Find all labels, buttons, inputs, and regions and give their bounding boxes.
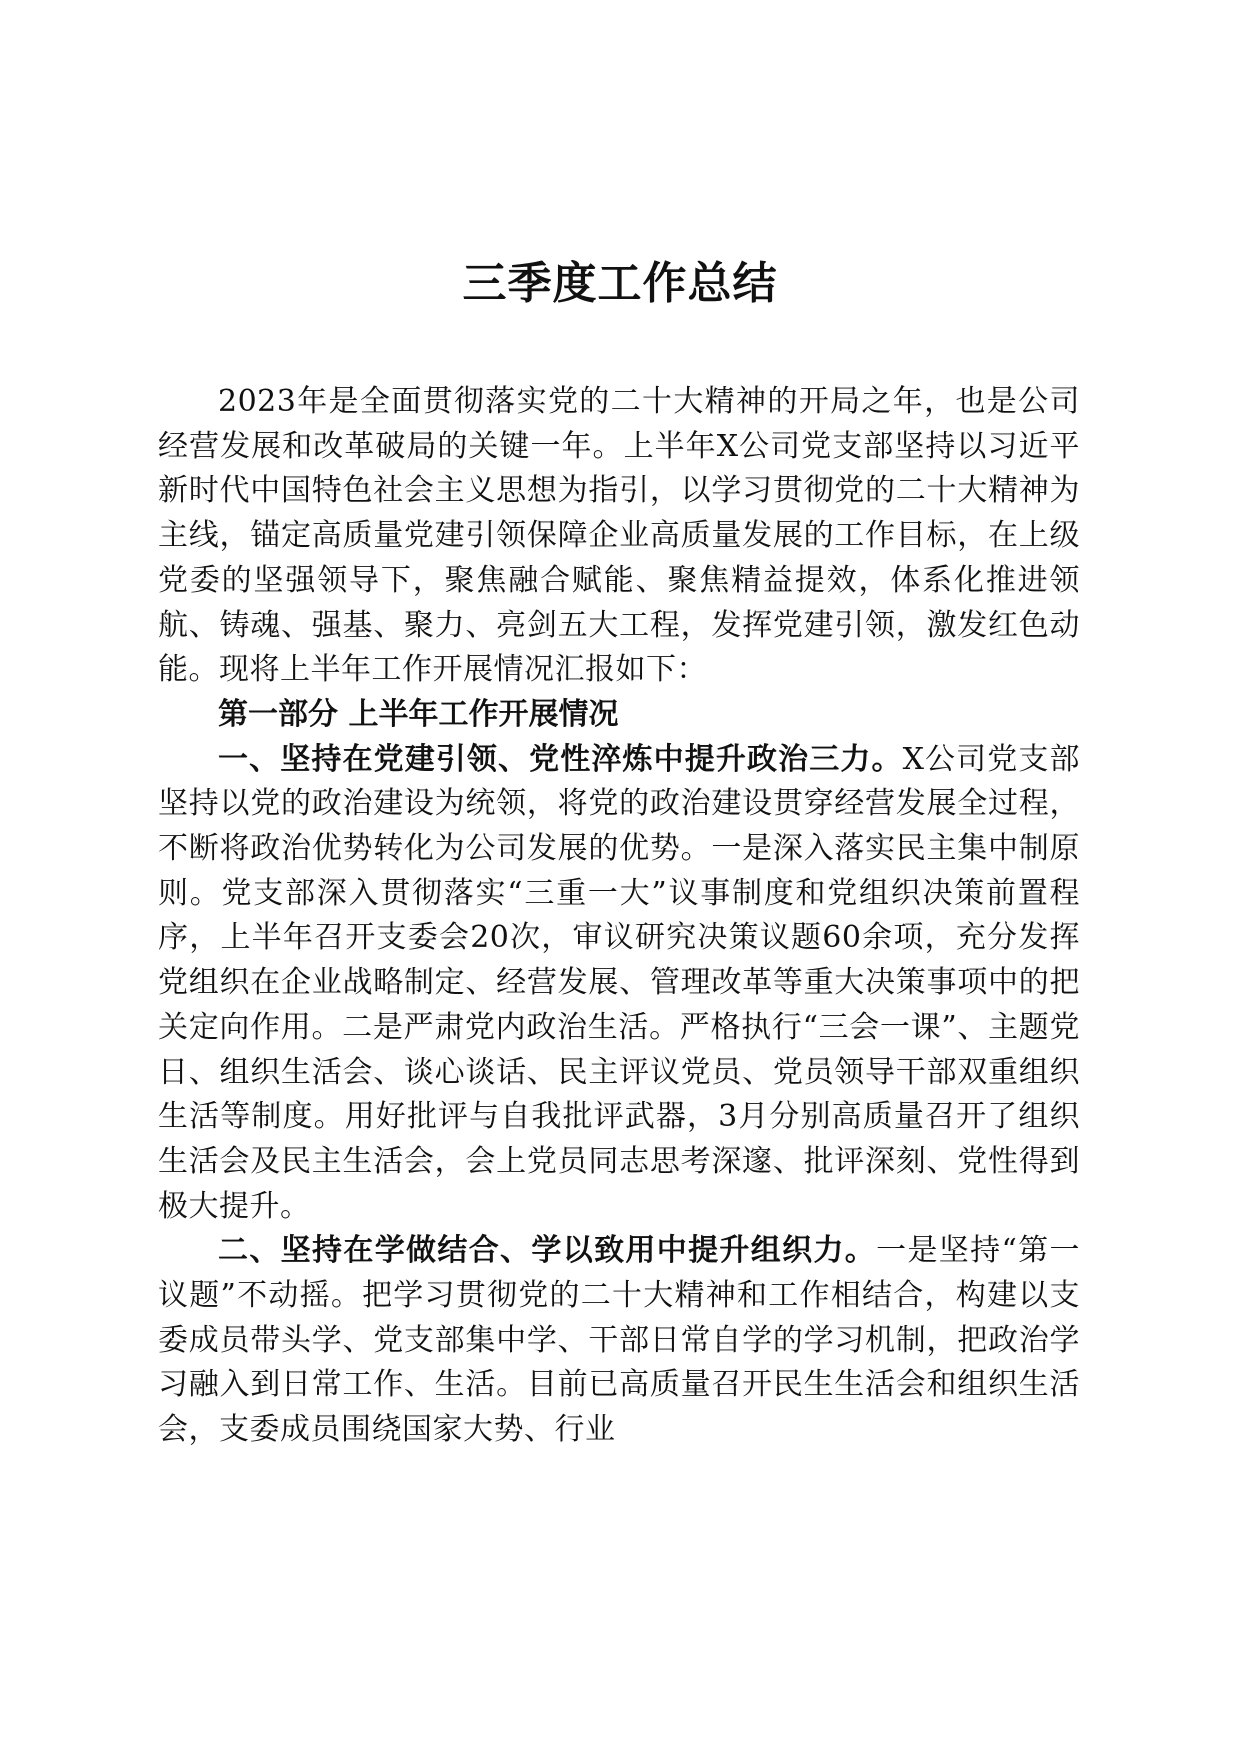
intro-paragraph: 2023年是全面贯彻落实党的二十大精神的开局之年，也是公司经营发展和改革破局的关键一年。上半年X公司党支部坚持以习近平新时代中国特色社会主义思想为指引，以学习贯彻党的二十大精神为主线，锚定高质量党建引领保障企业高质量发展的工作目标，在上级党委的坚强领导下，聚焦融合赋能、聚焦精益提效，体系化推进领航、铸魂、强基、聚力、亮剑五大工程，发挥党建引领，激发红色动能。现将上半年工作开展情况汇报如下：: [158, 384, 1080, 688]
part-heading: 第一部分 上半年工作开展情况: [218, 696, 619, 732]
document-title: 三季度工作总结: [462, 258, 778, 309]
section-2-heading: 二、坚持在学做结合、学以致用中提升组织力。: [218, 1233, 877, 1269]
section-2-text: 一是坚持“第一议题”不动摇。把学习贯彻党的二十大精神和工作相结合，构建以支委成员带头学、党支部集中学、干部日常自学的学习机制，把政治学习融入到日常工作、生活。目前已高质量召开民生生活会和组织生活会，支委成员围绕国家大势、行业: [158, 1233, 1080, 1448]
document-body: [158, 380, 1080, 1453]
section-2-paragraph: [158, 1229, 1080, 1453]
section-1-paragraph: [158, 738, 1080, 1230]
section-1-text: X公司党支部坚持以党的政治建设为统领，将党的政治建设贯穿经营发展全过程，不断将政治优势转化为公司发展的优势。一是深入落实民主集中制原则。党支部深入贯彻落实“三重一大”议事制度和党组织决策前置程序，上半年召开支委会20次，审议研究决策议题60余项，充分发挥党组织在企业战略制定、经营发展、管理改革等重大决策事项中的把关定向作用。二是严肃党内政治生活。严格执行“三会一课”、主题党日、组织生活会、谈心谈话、民主评议党员、党员领导干部双重组织生活等制度。用好批评与自我批评武器，3月分别高质量召开了组织生活会及民主生活会，会上党员同志思考深邃、批评深刻、党性得到极大提升。: [158, 741, 1081, 1224]
section-1-heading: 一、坚持在党建引领、党性淬炼中提升政治三力。: [218, 741, 903, 777]
